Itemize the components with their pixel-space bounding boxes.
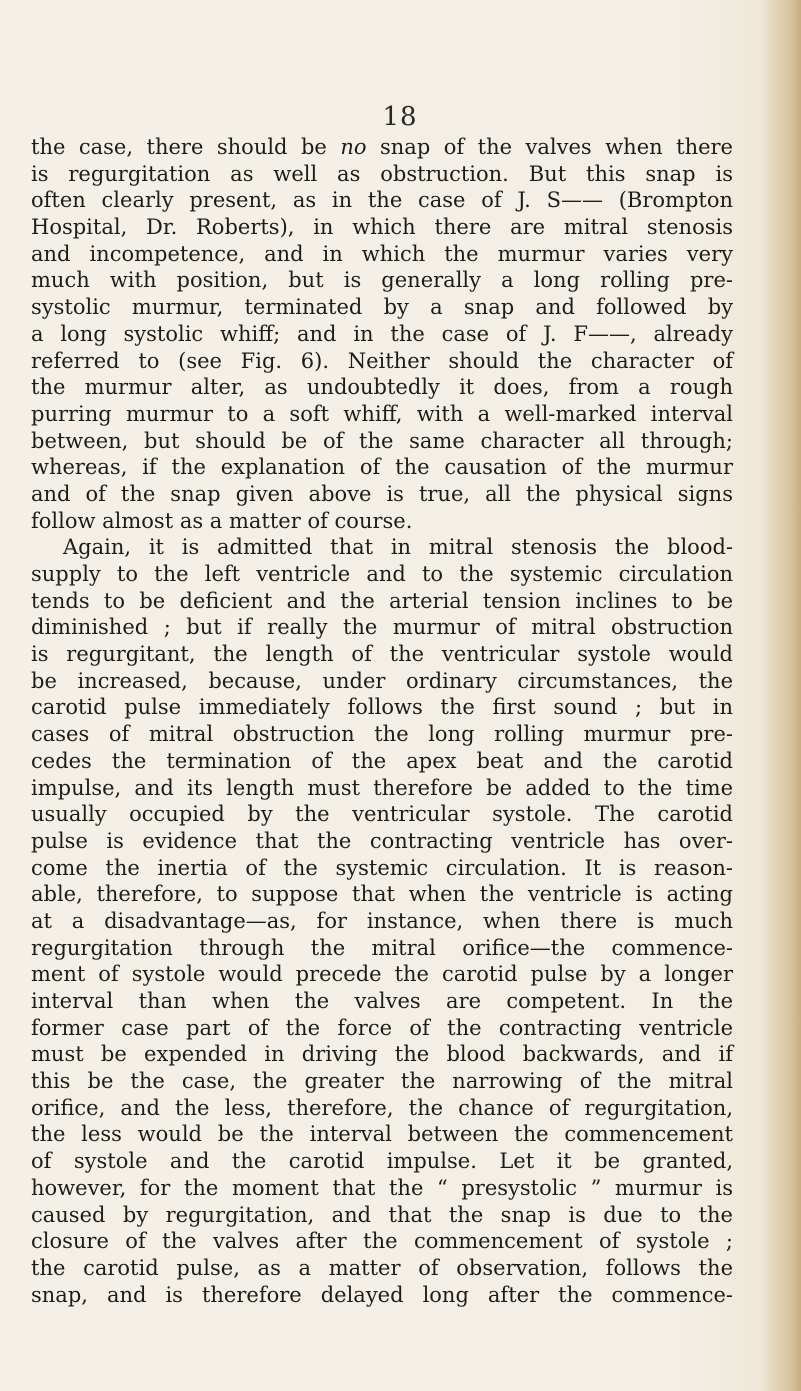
text-line: cases of mitral obstruction the long rolling murmur pre-: [31, 722, 733, 747]
text-line: come the inertia of the systemic circulation. It is reason-: [31, 855, 733, 880]
text-line: referred to (see Fig. 6). Neither should the character of: [31, 348, 733, 373]
text-line: often clearly present, as in the case of J. S—— (Brompton: [31, 188, 733, 213]
text-line: systolic murmur, terminated by a snap and followed by: [31, 295, 733, 320]
text-line: this be the case, the greater the narrowing of the mitral: [31, 1069, 733, 1094]
text-line: pulse is evidence that the contracting ventricle has over-: [31, 828, 733, 853]
emphasis: no: [340, 135, 367, 159]
text-line: caused by regurgitation, and that the snap is due to the: [31, 1202, 733, 1227]
text-line: the case, there should be no snap of the valves when there: [31, 135, 733, 159]
page-edge-stain: [761, 0, 801, 1391]
text-line: of systole and the carotid impulse. Let it be granted,: [31, 1149, 733, 1174]
text-line: ment of systole would precede the carotid pulse by a longer: [31, 962, 733, 987]
text-line: the murmur alter, as undoubtedly it does, from a rough: [31, 375, 733, 400]
text-line: purring murmur to a soft whiff, with a well-marked interval: [31, 401, 733, 426]
text-line: the less would be the interval between the commencement: [31, 1122, 733, 1147]
text-line: supply to the left ventricle and to the systemic circulation: [31, 562, 733, 586]
text-line: much with position, but is generally a long rolling pre-: [31, 268, 733, 293]
text-line: however, for the moment that the “ presystolic ” murmur is: [31, 1175, 733, 1200]
text-line: Hospital, Dr. Roberts), in which there are mitral stenosis: [31, 215, 733, 240]
text-line: diminished ; but if really the murmur of mitral obstruction: [31, 615, 733, 640]
text-line: must be expended in driving the blood backwards, and if: [31, 1042, 733, 1067]
text-line: carotid pulse immediately follows the first sound ; but in: [31, 695, 733, 720]
text-line: interval than when the valves are competent. In the: [31, 989, 733, 1013]
text-line: a long systolic whiff; and in the case of J. F——, already: [31, 321, 733, 346]
text-line: follow almost as a matter of course.: [31, 508, 413, 533]
text-line: usually occupied by the ventricular systole. The carotid: [31, 802, 733, 827]
text-line: orifice, and the less, therefore, the chance of regurgitation,: [31, 1095, 733, 1120]
text-line: between, but should be of the same character all through;: [31, 428, 733, 453]
text-line: able, therefore, to suppose that when the ventricle is acting: [31, 882, 733, 907]
text-line: impulse, and its length must therefore be added to the time: [31, 775, 733, 800]
text-line: Again, it is admitted that in mitral stenosis the blood-: [63, 535, 733, 560]
text-line: the carotid pulse, as a matter of observation, follows the: [31, 1255, 733, 1280]
text-line: and of the snap given above is true, all the physical signs: [31, 481, 733, 506]
text-line: regurgitation through the mitral orifice—the commence-: [31, 935, 733, 960]
text-line: and incompetence, and in which the murmur varies very: [31, 241, 733, 266]
text-line: is regurgitation as well as obstruction. But this snap is: [31, 161, 733, 186]
text-line: closure of the valves after the commencement of systole ;: [31, 1229, 733, 1254]
text-line: cedes the termination of the apex beat and the carotid: [31, 748, 733, 773]
text-line: whereas, if the explanation of the causation of the murmur: [31, 455, 733, 480]
text-line: tends to be deficient and the arterial tension inclines to be: [31, 588, 733, 613]
text-line: is regurgitant, the length of the ventricular systole would: [31, 642, 733, 667]
text-line: snap, and is therefore delayed long after the commence-: [31, 1282, 733, 1307]
page-number: 18: [382, 102, 418, 132]
body-text: [31, 134, 733, 1308]
text-line: be increased, because, under ordinary circumstances, the: [31, 668, 733, 693]
text-line: at a disadvantage—as, for instance, when there is much: [31, 908, 733, 933]
text-line: former case part of the force of the contracting ventricle: [31, 1015, 733, 1040]
